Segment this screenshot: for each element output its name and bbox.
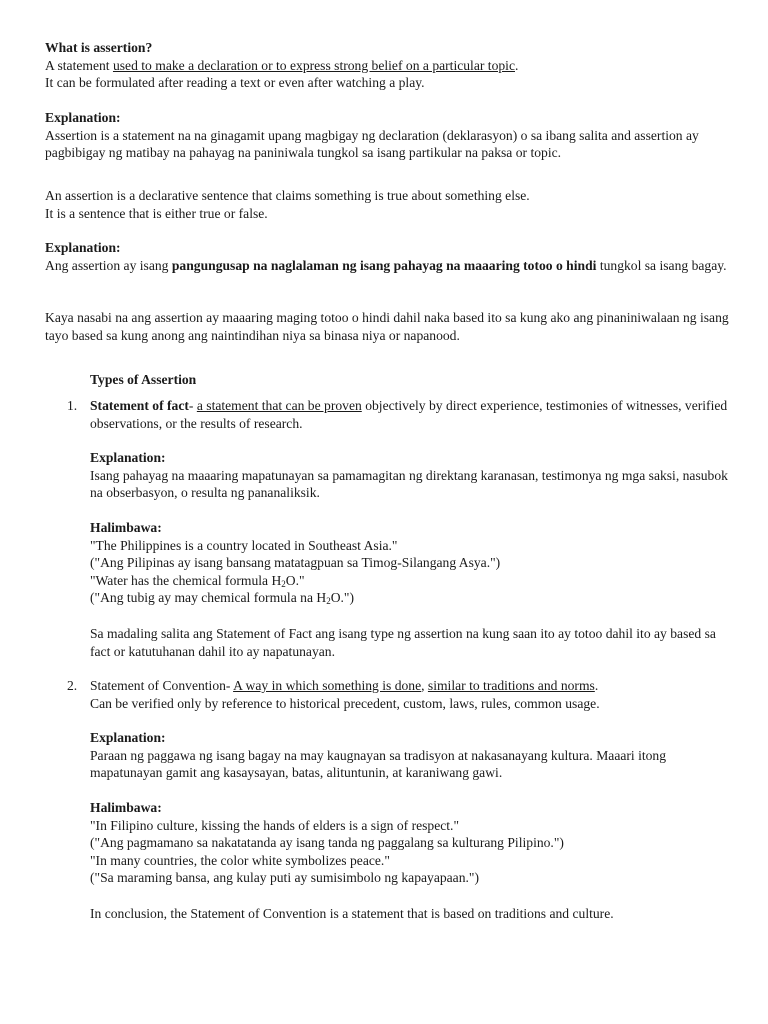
item2-underlined2: similar to traditions and norms [427,678,595,693]
item2-example1: "In Filipino culture, kissing the hands of elders is a sign of respect." [90,817,460,833]
item1-explanation-text: Isang pahayag na maaaring mapatunayan sa pamamagitan ng direktang karanasan, testimonya ng mga saksi, nasubok na obserbasyon, o resulta ng pananaliksik. [90,467,728,500]
item1-example4-post: O.") [330,590,354,605]
definition2-section [45,187,735,222]
item1-explanation-heading: Explanation: [90,450,166,465]
item1-example3-post: O." [285,572,305,588]
item1-rest: objectively by direct experience, testimonies of witnesses, verified observations, or the results of research. [90,398,728,431]
summary-text: Kaya nasabi na ang assertion ay maaaring maging totoo o hindi dahil naka based ito sa kung ako ang pinaniniwalaan ng isang tayo based sa kung anong ang naintindihan niya sa binasa niya or napanood. [45,310,729,343]
summary-paragraph [45,309,735,344]
item2-explanation-heading: Explanation: [90,730,166,745]
explanation1-text: Assertion is a statement na na ginagamit upang magbigay ng declaration (deklarasyon) o sa ibang salita and assertion ay pagbibigay ng matibay na pahayag na paniniwala tungkol sa isang partikular na paksa or topic. [45,127,699,160]
types-heading: Types of Assertion [90,372,197,387]
item1-example2: ("Ang Pilipinas ay isang bansang matatagpuan sa Timog-Silangang Asya.") [90,555,501,570]
item1-underlined: a statement that can be proven [196,398,362,413]
item1-title: Statement of fact [90,398,189,413]
item1-example3-sub: 2 [281,578,286,589]
item1-example4 [90,589,730,607]
item1-example1: "The Philippines is a country located in Southeast Asia." [90,537,398,553]
item2-examples [90,799,730,887]
intro-line1-underlined: used to make a declaration or to express strong belief on a particular topic [112,57,515,73]
item1-example3-pre: "Water has the chemical formula H [90,572,282,588]
item2-title: Statement of Convention- [90,678,234,693]
item2-example3: "In many countries, the color white symbolizes peace." [90,852,390,868]
item1-examples-heading: Halimbawa: [90,520,162,535]
item2-examples-heading: Halimbawa: [90,800,162,815]
intro-line2: It can be formulated after reading a text or even after watching a play. [45,75,425,90]
types-section [90,371,730,389]
intro-line1-post: . [514,57,519,73]
item2-conclusion-text: In conclusion, the Statement of Convention is a statement that is based on traditions and culture. [90,906,614,921]
item2-explanation-text: Paraan ng paggawa ng isang bagay na may kaugnayan sa tradisyon at nakasanayang kultura. Maaari itong mapatunayan gamit ang kasaysayan, batas, alituntunin, at karaniwang gawi. [90,747,667,780]
item2-example2: ("Ang pagmamano sa nakatatanda ay isang tanda ng paggalang sa kulturang Pilipino.") [90,835,564,850]
item1-examples [90,519,730,607]
item2-line2: Can be verified only by reference to historical precedent, custom, laws, rules, common usage. [90,695,600,711]
item1-number: 1. [67,398,78,413]
explanation2-bold: pangungusap na naglalaman ng isang pahayag na maaaring totoo o hindi [171,257,597,273]
item1-explanation [90,449,730,502]
item1-definition [90,397,730,432]
explanation1-heading: Explanation: [45,110,121,125]
definition2-line2: It is a sentence that is either true or false. [45,205,268,221]
intro-line1-pre: A statement [45,57,113,73]
item2-underlined1: A way in which something is done [233,678,422,693]
intro-line1 [45,57,735,75]
item1-example4-sub: 2 [326,596,331,606]
explanation2-heading: Explanation: [45,240,121,255]
item2-number: 2. [67,678,78,693]
item1-example4-pre: ("Ang tubig ay may chemical formula na H [90,590,327,605]
item1-example3 [90,572,730,590]
item1-statement-of-fact [90,397,730,432]
item2-end: . [594,678,599,693]
explanation1-section [45,109,735,162]
intro-heading: What is assertion? [45,40,153,55]
definition2-line1: An assertion is a declarative sentence that claims something is true about something else. [45,188,530,203]
explanation2-pre: Ang assertion ay isang [45,257,172,273]
item1-conclusion-text: Sa madaling salita ang Statement of Fact ang isang type ng assertion na kung saan ito ay totoo dahil ito ay based sa fact or katutuhanan dahil ito ay napatunayan. [90,626,716,659]
item1-conclusion [90,625,730,660]
item2-statement-of-convention [90,677,730,712]
item1-sep: - [188,398,197,413]
intro-section [45,39,735,92]
explanation2-post: tungkol sa isang bagay. [596,257,727,273]
item2-conclusion [90,905,730,923]
explanation2-section [45,239,735,274]
item2-explanation [90,729,730,782]
item2-sep: , [421,678,428,693]
item2-definition [90,677,730,695]
explanation2-text [45,257,735,275]
item2-example4: ("Sa maraming bansa, ang kulay puti ay sumisimbolo ng kapayapaan.") [90,870,479,885]
